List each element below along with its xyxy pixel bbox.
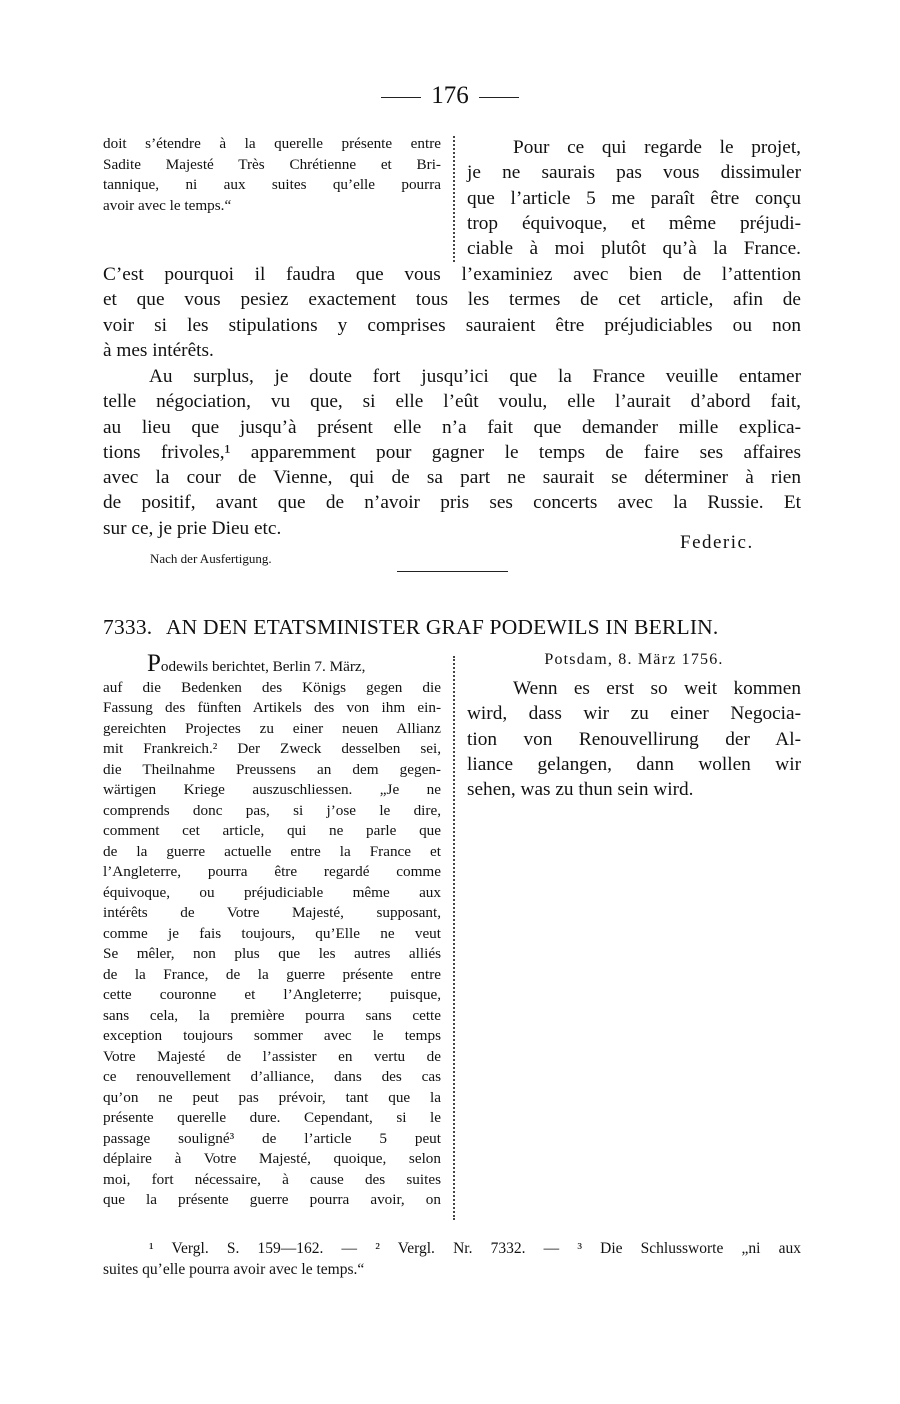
section-rule [397,571,508,572]
left-quote-line: tannique, ni aux suites qu’elle pourra [103,176,441,193]
paragraph-line: au lieu que jusqu’à présent elle n’a fait que demander mille explica- [103,416,801,438]
summary-line: que la présente guerre pourra avoir, on [103,1191,441,1208]
summary-line: Podewils berichtet, Berlin 7. März, [147,650,366,677]
right-text-line: je ne saurais pas vous dissimuler [467,162,801,184]
document-number: 7333. [103,615,153,639]
summary-line: die Theilnahme Preussens an dem gegen- [103,760,441,778]
summary-line: comprends donc pas, si j’ose le dire, [103,801,441,819]
reply-column [467,676,801,802]
reply-line: wird, dass wir zu einer Negocia- [467,703,801,725]
summary-line: exception toujours sommer avec le temps [103,1027,441,1044]
signature: Federic. [680,532,754,553]
paragraph-line: avec la cour de Vienne, qui de sa part ne saurait se déterminer à rien [103,467,801,489]
summary-line: Votre Majesté de l’assister en vertu de [103,1047,441,1065]
paragraph-line: à mes intérêts. [103,339,214,361]
column-divider-top [453,136,455,262]
right-text-column [467,135,801,261]
paragraph-line: Au surplus, je doute fort jusqu’ici que la France veuille entamer [149,366,801,387]
summary-line: déplaire à Votre Majesté, quoique, selon [103,1150,441,1167]
summary-line: comment cet article, qui ne parle que [103,822,441,839]
column-divider-bottom [453,656,455,1220]
reply-line: liance gelangen, dann wollen wir [467,753,801,775]
place-date: Potsdam, 8. März 1756. [544,651,724,668]
summary-line: ce renouvellement d’alliance, dans des cas [103,1068,441,1085]
left-quote-line: doit s’étendre à la querelle présente entre [103,135,441,152]
page-number-dash-right [479,97,519,98]
summary-line: de la guerre actuelle entre la France et [103,842,441,860]
summary-line: Se mêler, non plus que les autres alliés [103,945,441,962]
summary-line: Fassung des fünften Artikels des von ihm ein- [103,699,441,716]
paragraph-1 [103,262,801,363]
footnotes [103,1238,801,1280]
paragraph-line: voir si les stipulations y comprises sauraient être préjudiciables ou non [103,314,801,336]
summary-line: sans cela, la première pourra sans cette [103,1006,441,1024]
drop-cap: P [147,650,161,677]
summary-line: présente querelle dure. Cependant, si le [103,1109,441,1126]
document-heading: AN DEN ETATSMINISTER GRAF PODEWILS IN BERLIN. [165,615,719,639]
left-quote-line: avoir avec le temps.“ [103,196,232,214]
source-note: Nach der Ausfertigung. [150,551,272,566]
reply-line: sehen, was zu thun sein wird. [467,779,694,801]
paragraph-line: de positif, avant que de n’avoir pris ses concerts avec la Russie. Et [103,492,801,514]
paragraph-line: tions frivoles,¹ apparemment pour gagner le temps de faire ses affaires [103,441,801,463]
summary-line: moi, fort nécessaire, à cause des suites [103,1170,441,1188]
right-text-line: que l’article 5 me paraît être conçu [467,187,801,209]
right-text-line: Pour ce qui regarde le projet, [513,137,801,158]
left-quote-column [103,134,441,216]
paragraph-line: et que vous pesiez exactement tous les termes de cet article, afin de [103,289,801,311]
summary-line: passage souligné³ de l’article 5 peut [103,1129,441,1147]
summary-line: de la France, de la guerre présente entre [103,965,441,983]
summary-line: l’Angleterre, pourra être regardé comme [103,863,441,880]
summary-line: auf die Bedenken des Königs gegen die [103,678,441,696]
footnote-line: ¹ Vergl. S. 159—162. — ² Vergl. Nr. 7332. — ³ Die Schlussworte „ni aux [149,1240,801,1257]
paragraph-line: sur ce, je prie Dieu etc. [103,517,282,539]
paragraph-line: C’est pourquoi il faudra que vous l’examiniez avec bien de l’attention [103,264,801,285]
reply-line: Wenn es erst so weit kommen [513,678,801,699]
summary-line: comme je fais toujours, qu’Elle ne veut [103,924,441,942]
summary-line: gereichten Projectes zu einer neuen Allianz [103,719,441,737]
summary-column [103,650,441,1211]
right-text-line: trop équivoque, et même préjudi- [467,212,801,234]
summary-line: équivoque, ou préjudiciable même aux [103,883,441,901]
reply-line: tion von Renouvellirung der Al- [467,728,801,750]
summary-line: qu’on ne peut pas prévoir, tant que la [103,1088,441,1106]
right-text-line: ciable à moi plutôt qu’à la France. [467,238,801,260]
paragraph-2 [103,364,801,541]
page-number: 176 [431,82,469,109]
footnote-line: suites qu’elle pourra avoir avec le temps.“ [103,1261,365,1278]
page-number-dash-left [381,97,421,98]
summary-line: wärtigen Kriege auszuschliessen. „Je ne [103,781,441,798]
summary-line: cette couronne et l’Angleterre; puisque, [103,986,441,1003]
page-number-line [0,82,900,110]
left-quote-line: Sadite Majesté Très Chrétienne et Bri- [103,155,441,173]
summary-line: intérêts de Votre Majesté, supposant, [103,904,441,921]
summary-line: mit Frankreich.² Der Zweck desselben sei, [103,740,441,757]
paragraph-line: telle négociation, vu que, si elle l’eût voulu, elle l’aurait d’abord fait, [103,391,801,413]
document-heading-line [103,615,718,640]
